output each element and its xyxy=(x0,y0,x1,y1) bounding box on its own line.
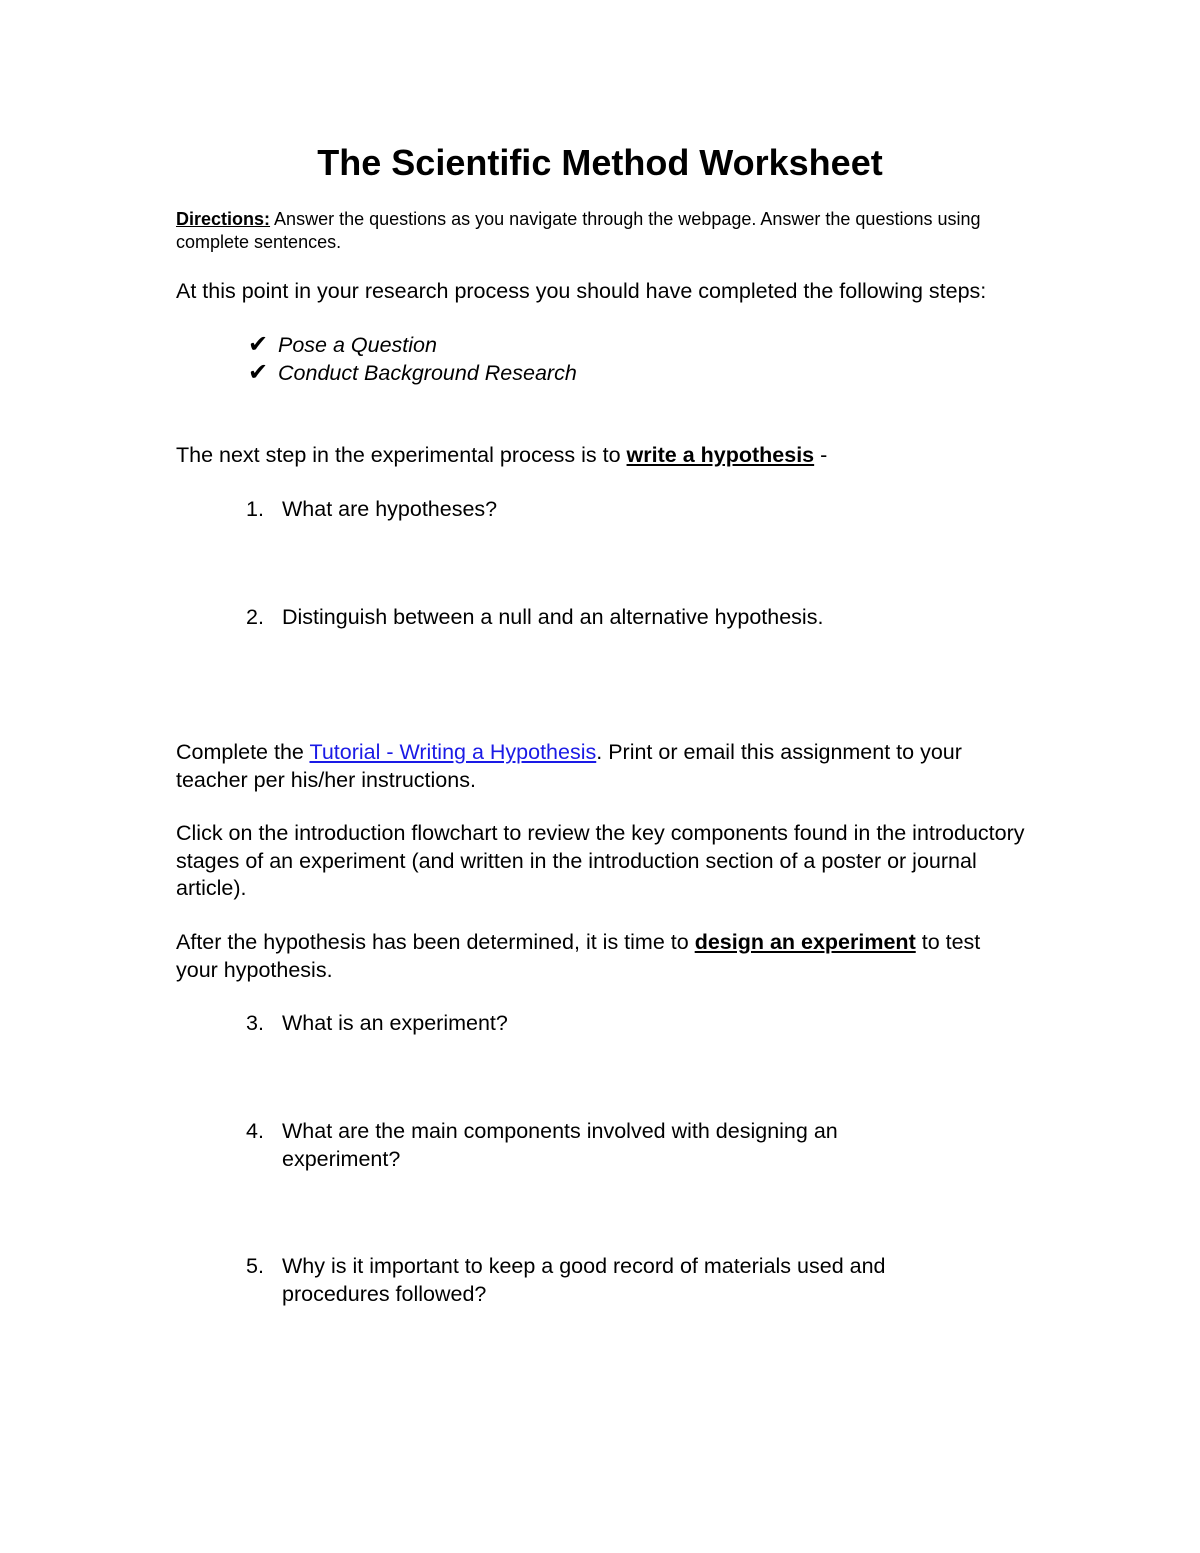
completed-step-label: Conduct Background Research xyxy=(278,361,577,385)
tutorial-suffix: . Print or email this assignment to your teacher per his/her instructions. xyxy=(176,740,962,792)
page-title: The Scientific Method Worksheet xyxy=(317,142,883,183)
design-prefix: After the hypothesis has been determined, it is time to xyxy=(176,930,689,954)
question-text: What are the main components involved with designing an experiment? xyxy=(282,1119,838,1171)
question-item xyxy=(246,604,986,632)
tutorial-link[interactable]: Tutorial - Writing a Hypothesis xyxy=(309,740,597,764)
question-number: 1. xyxy=(246,497,264,521)
next-step-emphasis: write a hypothesis xyxy=(626,443,815,467)
next-step-suffix: - xyxy=(820,443,828,467)
completed-step-label: Pose a Question xyxy=(278,333,437,357)
design-emphasis: design an experiment xyxy=(694,930,916,954)
question-number: 5. xyxy=(246,1254,264,1278)
next-step-prefix: The next step in the experimental process is to xyxy=(176,443,621,467)
question-text: What are hypotheses? xyxy=(282,497,498,521)
completed-step-1 xyxy=(248,331,437,359)
question-number: 3. xyxy=(246,1011,264,1035)
question-item xyxy=(246,1253,986,1308)
directions-text: Answer the questions as you navigate through the webpage. Answer the questions using complete sentences. xyxy=(176,209,981,252)
tutorial-prefix: Complete the xyxy=(176,740,304,764)
question-text: Distinguish between a null and an alternative hypothesis. xyxy=(282,605,824,629)
design-suffix: to test your hypothesis. xyxy=(176,930,981,982)
checkmark-icon: ✔ xyxy=(248,359,269,386)
intro-paragraph: At this point in your research process you should have completed the following steps: xyxy=(176,279,987,303)
question-item xyxy=(246,496,986,524)
flowchart-paragraph: Click on the introduction flowchart to review the key components found in the introductory stages of an experiment (and written in the introduction section of a poster or journal article). xyxy=(176,821,1025,900)
checkmark-icon: ✔ xyxy=(248,331,269,358)
directions-label: Directions: xyxy=(176,209,271,229)
directions-paragraph xyxy=(176,208,1026,254)
tutorial-paragraph xyxy=(176,739,1026,794)
completed-step-2 xyxy=(248,359,577,387)
design-paragraph xyxy=(176,929,1026,984)
next-step-paragraph xyxy=(176,442,1026,470)
question-number: 2. xyxy=(246,605,264,629)
question-item xyxy=(246,1010,986,1038)
question-text: What is an experiment? xyxy=(282,1011,508,1035)
question-number: 4. xyxy=(246,1119,264,1143)
question-item xyxy=(246,1118,986,1173)
question-text: Why is it important to keep a good record of materials used and procedures followed? xyxy=(282,1254,886,1306)
